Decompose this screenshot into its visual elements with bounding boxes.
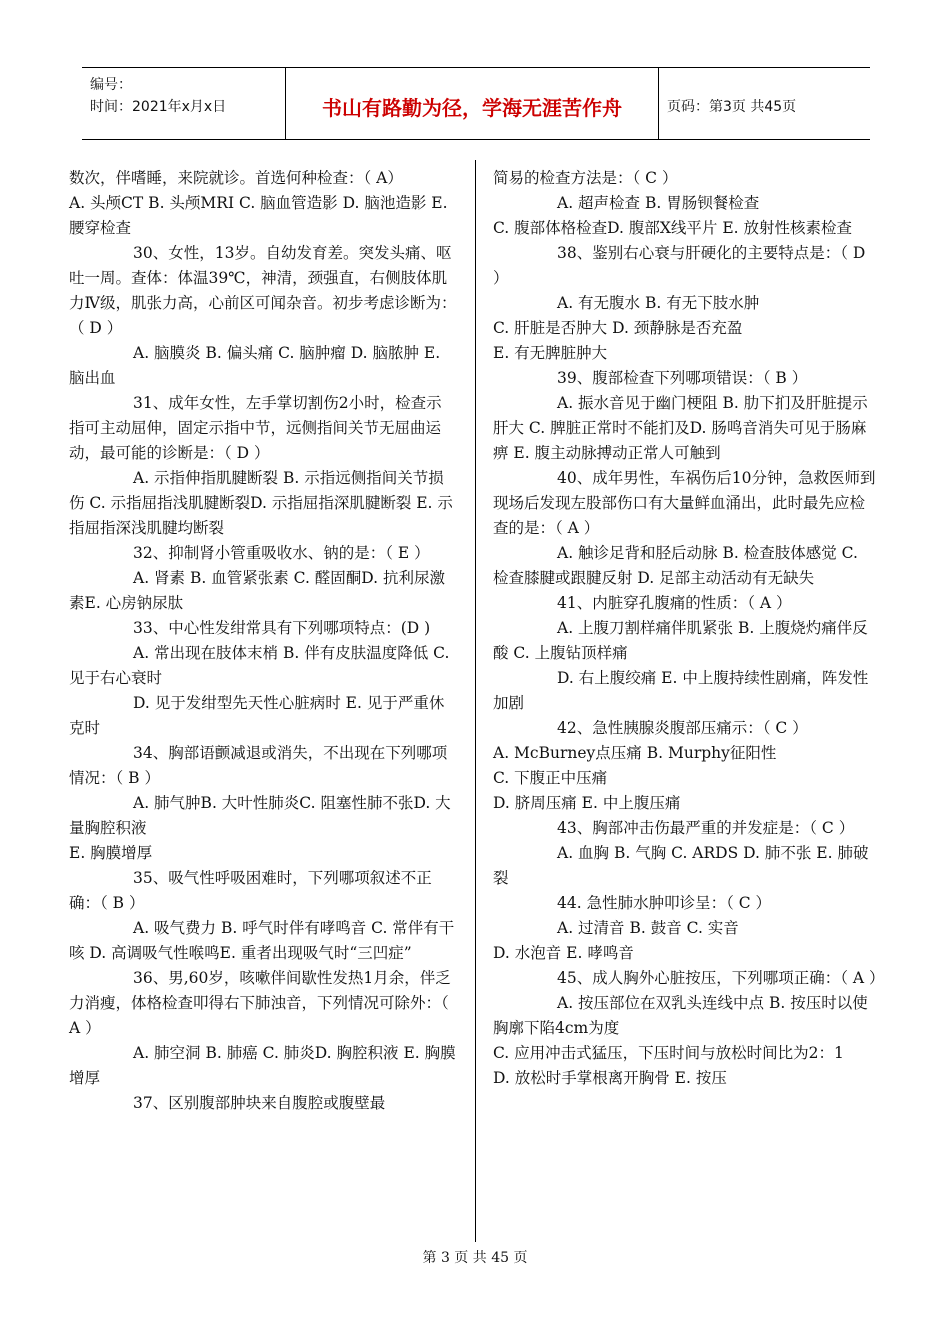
answer-options: A. McBurney点压痛 B. Murphy征阳性	[493, 744, 777, 762]
answer-options: C. 下腹正中压痛	[493, 769, 608, 787]
answer-options: A. 常出现在肢体末梢 B. 伴有皮肤温度降低 C. 见于右心衰时	[69, 644, 450, 687]
answer-options: D. 右上腹绞痛 E. 中上腹持续性剧痛，阵发性加剧	[493, 669, 869, 712]
answer-options: A. 肾素 B. 血管紧张素 C. 醛固酮D. 抗利尿激素E. 心房钠尿肽	[69, 569, 446, 612]
answer-options: D. 水泡音 E. 哮鸣音	[493, 944, 634, 962]
question: 40、成年男性，车祸伤后10分钟，急救医师到现场后发现左股部伤口有大量鲜血涌出，此时最先应检查的是：（ A ）	[493, 469, 876, 537]
time-label: 时间：2021年x月x日	[90, 99, 227, 115]
answer-options: D. 放松时手掌根离开胸骨 E. 按压	[493, 1069, 727, 1087]
answer-options: A. 脑膜炎 B. 偏头痛 C. 脑肿瘤 D. 脑脓肿 E. 脑出血	[69, 344, 441, 387]
answer-options: A. 肺气肿B. 大叶性肺炎C. 阻塞性肺不张D. 大量胸腔积液	[69, 794, 451, 837]
question: 35、吸气性呼吸困难时，下列哪项叙述不正确：（ B ）	[69, 869, 432, 912]
answer-options: A. 超声检查 B. 胃肠钡餐检查	[557, 194, 760, 212]
answer-options: A. 肺空洞 B. 肺癌 C. 肺炎D. 胸腔积液 E. 胸膜增厚	[69, 1044, 456, 1087]
answer-options: D. 见于发绀型先天性心脏病时 E. 见于严重休克时	[69, 694, 445, 737]
answer-options: C. 腹部体格检查D. 腹部X线平片 E. 放射性核素检查	[493, 219, 853, 237]
question: 31、成年女性，左手掌切割伤2小时，检查示指可主动屈伸，固定示指中节，远侧指间关节无屈曲运动，最可能的诊断是：（ D ）	[69, 394, 442, 462]
answer-options: A. 血胸 B. 气胸 C. ARDS D. 肺不张 E. 肺破裂	[493, 844, 869, 887]
question: 39、腹部检查下列哪项错误：（ B ）	[557, 369, 808, 387]
answer-options: A. 过清音 B. 鼓音 C. 实音	[557, 919, 739, 937]
answer-options: A. 按压部位在双乳头连线中点 B. 按压时以使胸廓下陷4cm为度	[493, 994, 868, 1037]
left-column	[69, 166, 457, 1116]
question: 43、胸部冲击伤最严重的并发症是：（ C ）	[557, 819, 855, 837]
question: 42、急性胰腺炎腹部压痛示：（ C ）	[557, 719, 808, 737]
answer-options: E. 有无脾脏肿大	[493, 344, 608, 362]
header-meta-cell	[82, 68, 286, 139]
question: 36、男,60岁，咳嗽伴间歇性发热1月余，伴乏力消瘦，体格检查叩得右下肺浊音，下列情况可除外：（ A ）	[69, 969, 451, 1037]
answer-options: A. 吸气费力 B. 呼气时伴有哮鸣音 C. 常伴有干咳 D. 高调吸气性喉鸣E. 重者出现吸气时“三凹症”	[69, 919, 455, 962]
column-divider	[475, 160, 476, 1242]
question: 30、女性，13岁。自幼发育差。突发头痛、呕吐一周。查体：体温39℃，神清，颈强直，右侧肢体肌力Ⅳ级，肌张力高，心前区可闻杂音。初步考虑诊断为：（ D ）	[69, 244, 457, 337]
question: 33、中心性发绀常具有下列哪项特点：(D )	[133, 619, 431, 637]
question: 32、抑制肾小管重吸收水、钠的是：（ E ）	[133, 544, 430, 562]
answer-options: A. 有无腹水 B. 有无下肢水肿	[557, 294, 760, 312]
paragraph: A. 头颅CT B. 头颅MRI C. 脑血管造影 D. 脑池造影 E. 腰穿检查	[69, 194, 448, 237]
paragraph: 简易的检查方法是：（ C ）	[493, 169, 678, 187]
question: 41、内脏穿孔腹痛的性质：（ A ）	[557, 594, 792, 612]
page-code: 页码：第3页 共45页	[667, 99, 797, 115]
question: 37、区别腹部肿块来自腹腔或腹壁最	[133, 1094, 386, 1112]
right-column	[493, 166, 885, 1091]
answer-options: A. 触诊足背和胫后动脉 B. 检查肢体感觉 C. 检查膝腱或跟腱反射 D. 足部主动活动有无缺失	[493, 544, 858, 587]
answer-options: A. 上腹刀割样痛伴肌紧张 B. 上腹烧灼痛伴反酸 C. 上腹钻顶样痛	[493, 619, 868, 662]
answer-options: E. 胸膜增厚	[69, 844, 153, 862]
question: 38、鉴别右心衰与肝硬化的主要特点是：（ D ）	[493, 244, 866, 287]
page-footer: 第 3 页 共 45 页	[422, 1250, 528, 1266]
answer-options: A. 振水音见于幽门梗阻 B. 肋下扪及肝脏提示肝大 C. 脾脏正常时不能扪及D. 肠鸣音消失可见于肠麻痹 E. 腹主动脉搏动正常人可触到	[493, 394, 868, 462]
page-header	[82, 67, 870, 140]
answer-options: A. 示指伸指肌腱断裂 B. 示指远侧指间关节损伤 C. 示指屈指浅肌腱断裂D. 示指屈指深肌腱断裂 E. 示指屈指深浅肌腱均断裂	[69, 469, 453, 537]
answer-options: C. 应用冲击式猛压，下压时间与放松时间比为2：1	[493, 1044, 844, 1062]
question: 44. 急性肺水肿叩诊呈：（ C ）	[557, 894, 772, 912]
question: 34、胸部语颤减退或消失，不出现在下列哪项情况：（ B ）	[69, 744, 448, 787]
answer-options: C. 肝脏是否肿大 D. 颈静脉是否充盈	[493, 319, 743, 337]
paragraph: 数次，伴嗜睡，来院就诊。首选何种检查：（ A）	[69, 169, 403, 187]
question: 45、成人胸外心脏按压，下列哪项正确：（ A ）	[557, 969, 885, 987]
answer-options: D. 脐周压痛 E. 中上腹压痛	[493, 794, 681, 812]
header-motto-cell	[286, 68, 659, 139]
motto: 书山有路勤为径，学海无涯苦作舟	[322, 96, 622, 120]
header-page-cell	[659, 68, 870, 139]
serial-label: 编号：	[90, 77, 132, 93]
